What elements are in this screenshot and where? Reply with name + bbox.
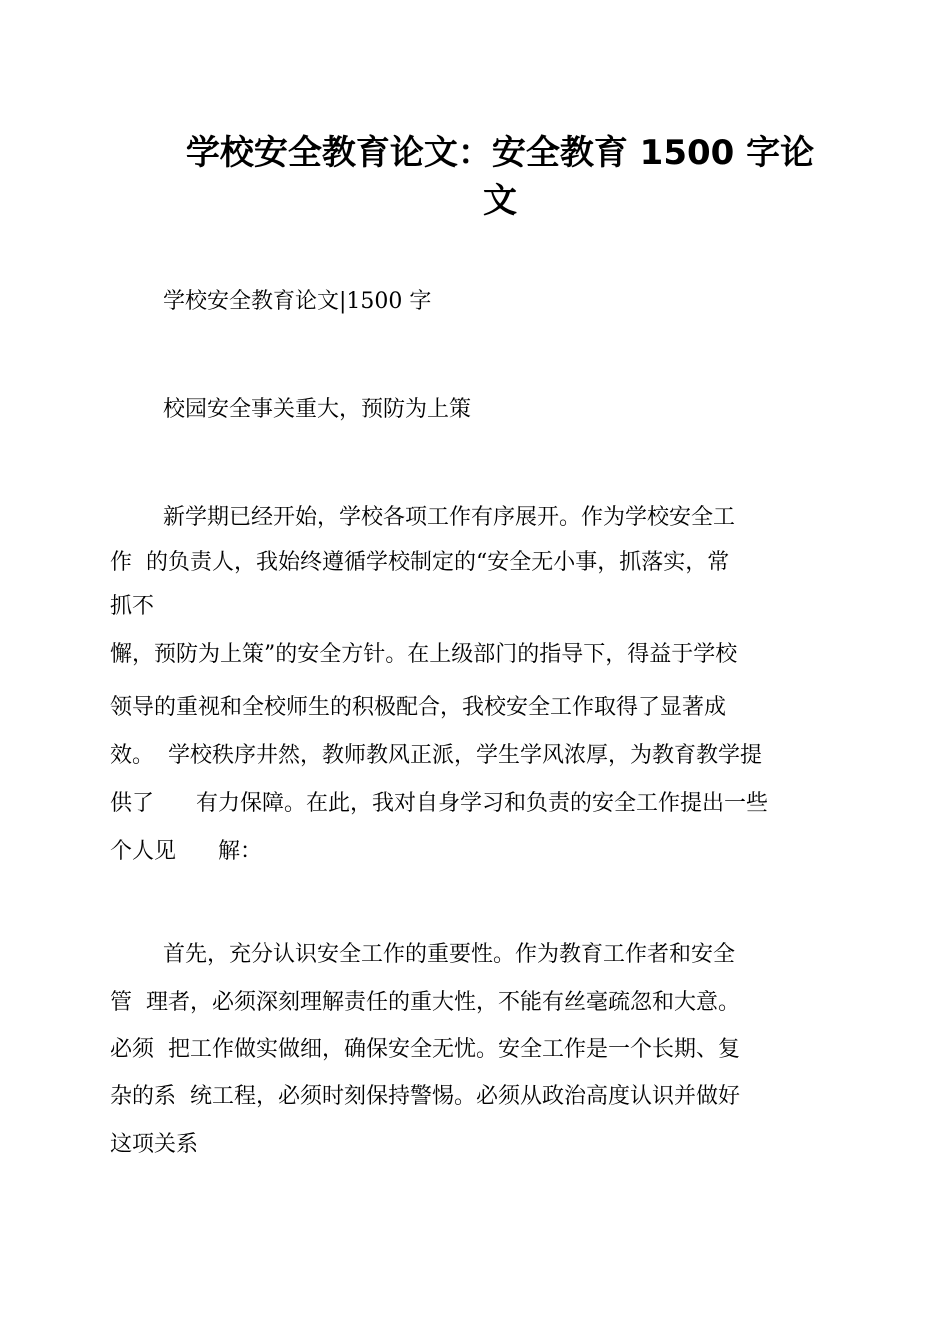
paragraph-2-line: 管 理者，必须深刻理解责任的重大性，不能有丝毫疏忽和大意。 — [110, 990, 740, 1015]
paragraph-1-line: 新学期已经开始，学校各项工作有序展开。作为学校安全工 — [163, 505, 736, 530]
paragraph-1-line: 领导的重视和全校师生的积极配合，我校安全工作取得了显著成 — [110, 695, 727, 720]
document-title-line-1: 学校安全教育论文：安全教育 1500 字论 — [185, 133, 815, 173]
section-heading: 校园安全事关重大，预防为上策 — [163, 397, 472, 422]
paragraph-1-line: 个人见 解： — [110, 839, 262, 864]
paragraph-2-line: 必须 把工作做实做细，确保安全无忧。安全工作是一个长期、复 — [110, 1037, 740, 1062]
paragraph-1-line: 懈，预防为上策”的安全方针。在上级部门的指导下，得益于学校 — [110, 642, 738, 667]
paragraph-1-line: 供了 有力保障。在此，我对自身学习和负责的安全工作提出一些 — [110, 791, 768, 816]
document-title-line-2: 文 — [483, 181, 517, 221]
paragraph-1-line: 抓不 — [110, 594, 155, 619]
document-subtitle: 学校安全教育论文|1500 字 — [163, 289, 432, 314]
paragraph-2-line: 首先，充分认识安全工作的重要性。作为教育工作者和安全 — [163, 942, 736, 967]
paragraph-2-line: 杂的系 统工程，必须时刻保持警惕。必须从政治高度认识并做好 — [110, 1084, 740, 1109]
paragraph-2-line: 这项关系 — [110, 1132, 199, 1157]
paragraph-1-line: 作 的负责人，我始终遵循学校制定的“安全无小事，抓落实，常 — [110, 550, 730, 575]
paragraph-1-line: 效。 学校秩序井然，教师教风正派，学生学风浓厚，为教育教学提 — [110, 743, 762, 768]
